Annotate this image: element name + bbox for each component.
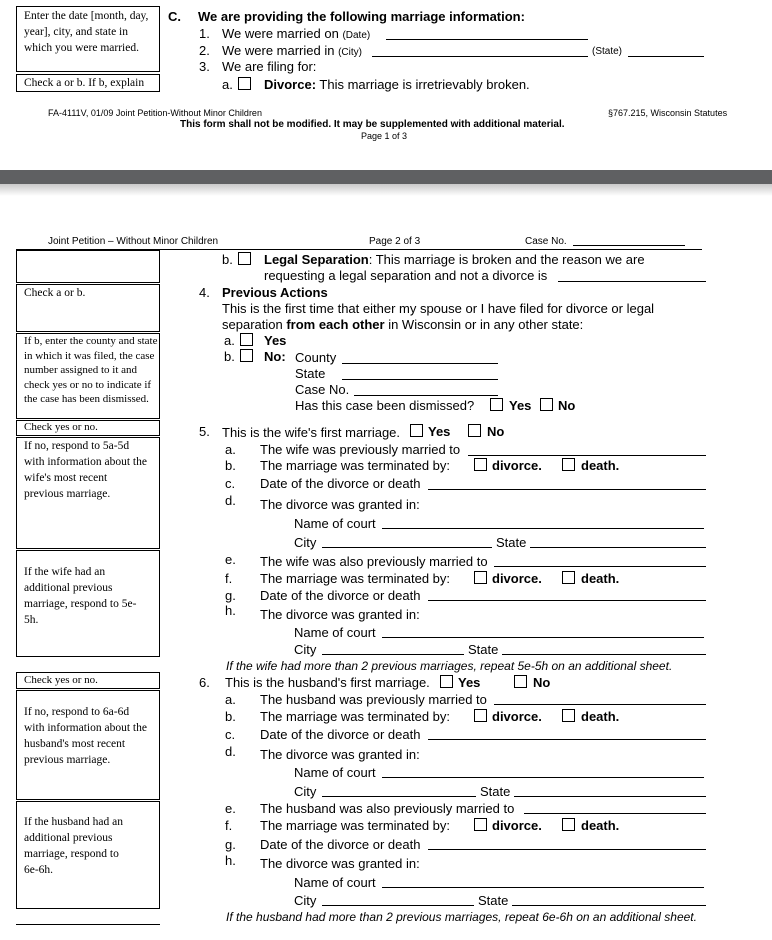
s6d-city-label: City [294,784,317,799]
s5-number: 5. [199,424,210,439]
s5f-death-checkbox[interactable] [562,571,575,584]
s5-title: This is the wife's first marriage. [222,425,401,440]
s5b-divorce-checkbox[interactable] [474,458,487,471]
form-notice: This form shall not be modified. It may be supplemented with additional material. [180,119,565,130]
s5d-city-field[interactable] [322,547,492,548]
s4-no-label: No: [264,349,286,364]
s4-county-field[interactable] [342,363,498,364]
s5b-divorce-label: divorce. [492,458,542,473]
s5h-court-label: Name of court [294,625,376,640]
s6d-court-label: Name of court [294,765,376,780]
side-box-blank [16,250,160,283]
s5a-field[interactable] [468,455,706,456]
s5c-field[interactable] [428,489,706,490]
s5h-text: The divorce was granted in: [260,607,420,622]
s6f-death-checkbox[interactable] [562,818,575,831]
s5f-divorce-checkbox[interactable] [474,571,487,584]
s5g-text: Date of the divorce or death [260,588,421,603]
side-note-date: Enter the date [month, day, year], city, and state in which you were married. [24,10,149,54]
s6b-death-checkbox[interactable] [562,709,575,722]
s5a-text: The wife was previously married to [260,442,461,457]
page2-header-title: Joint Petition – Without Minor Children [48,236,219,247]
s5d-state-label: State [496,535,527,550]
side-note-husband-additional: If the husband had an additional previous marriage, respond to 6e-6h. [24,816,123,876]
s5d-city-label: City [294,535,317,550]
s5e-text: The wife was also previously married to [260,554,488,569]
legal-sep-text: Legal Separation: This marriage is broken and the reason we are [264,252,645,267]
q3-number: 3. [199,59,210,74]
s5d-state-field[interactable] [530,547,706,548]
header-case-field[interactable] [573,245,685,246]
side-bottom-rule [16,924,160,925]
legal-separation-checkbox[interactable] [238,252,251,265]
s5f-text: The marriage was terminated by: [260,571,451,586]
q1-hint: (Date) [342,30,371,41]
s6h-state-label: State [478,893,509,908]
s5a-letter: a. [225,442,236,457]
q3-label: We are filing for: [222,59,317,74]
s5d-text: The divorce was granted in: [260,497,420,512]
side-note-check: Check a or b. If b, explain [24,77,145,89]
s6e-field[interactable] [524,813,706,814]
s6h-text: The divorce was granted in: [260,856,420,871]
s4-case-label: Case No. [295,382,350,397]
q2-state-label: (State) [592,46,623,57]
s6e-text: The husband was also previously married to [260,801,515,816]
s6f-text: The marriage was terminated by: [260,818,451,833]
s6d-city-field[interactable] [322,796,476,797]
legal-sep-reason-field[interactable] [558,281,706,282]
side-note-wife-additional: If the wife had an additional previous marriage, respond to 5e-5h. [24,566,137,626]
s6e-letter: e. [225,801,236,816]
dismissed-no-label: No [558,398,576,413]
s6-no-checkbox[interactable] [514,675,527,688]
s6-yes-checkbox[interactable] [440,675,453,688]
s4-text-2: separation from each other in Wisconsin or in any other state: [222,317,584,332]
s6h-city-field[interactable] [322,905,474,906]
s4-case-field[interactable] [354,395,498,396]
s6b-letter: b. [225,709,236,724]
q2-number: 2. [199,43,210,58]
divorce-option: Divorce: This marriage is irretrievably broken. [264,77,530,92]
page-number-1: Page 1 of 3 [361,131,408,141]
s5h-city-label: City [294,642,317,657]
s5-note: If the wife had more than 2 previous marriages, repeat 5e-5h on an additional sheet. [226,659,673,673]
s5h-court-field[interactable] [382,637,704,638]
s6h-letter: h. [225,853,236,868]
s4-no-checkbox[interactable] [240,349,253,362]
s6f-death-label: death. [581,818,620,833]
s4-state-label: State [295,366,326,381]
s6b-divorce-checkbox[interactable] [474,709,487,722]
s4-state-field[interactable] [342,379,498,380]
dismissed-yes-checkbox[interactable] [490,398,503,411]
s6h-court-field[interactable] [382,887,704,888]
s5h-state-field[interactable] [502,654,706,655]
s5-yes-label: Yes [428,424,451,439]
divorce-checkbox[interactable] [238,77,251,90]
q1-number: 1. [199,26,210,41]
form-id: FA-4111V, 01/09 Joint Petition-Without Minor Children [48,108,262,118]
s5g-field[interactable] [428,600,706,601]
dismissed-no-checkbox[interactable] [540,398,553,411]
s6b-text: The marriage was terminated by: [260,709,451,724]
page2-header-case: Case No. [525,236,567,247]
statute-ref: §767.215, Wisconsin Statutes [608,108,728,118]
s5f-divorce-label: divorce. [492,571,542,586]
q3a-label: a. [222,77,233,92]
side-note-ifno-6: If no, respond to 6a-6d with information about the husband's most recent previous marriage. [24,706,147,766]
s6a-text: The husband was previously married to [260,692,487,707]
marriage-date-field[interactable] [386,39,588,40]
page-break-bar [0,170,772,184]
page-break-shadow [0,184,772,196]
s6d-state-label: State [480,784,511,799]
s5d-court-field[interactable] [382,528,704,529]
side-note-check-yn-5: Check yes or no. [24,421,98,433]
s6g-field[interactable] [428,849,706,850]
s6d-text: The divorce was granted in: [260,747,420,762]
s6c-text: Date of the divorce or death [260,727,421,742]
page2-header-page: Page 2 of 3 [369,236,421,247]
q2-label: We were married in (City) [222,43,362,58]
s6b-death-label: death. [581,709,620,724]
s5h-city-field[interactable] [322,654,464,655]
s6g-text: Date of the divorce or death [260,837,421,852]
s4a-label: a. [224,333,235,348]
s4-title: Previous Actions [222,285,328,300]
marriage-state-field[interactable] [628,56,704,57]
s5g-letter: g. [225,588,236,603]
q1-label: We were married on (Date) [222,26,371,41]
s6-yes-label: Yes [458,675,481,690]
s5c-text: Date of the divorce or death [260,476,421,491]
s5c-letter: c. [225,476,236,491]
s6-note: If the husband had more than 2 previous marriages, repeat 6e-6h on an additional sheet. [226,910,697,924]
side-note-ifno-5: If no, respond to 5a-5d with information about the wife's most recent previous marriage. [24,440,147,500]
side-note-ifb: If b, enter the county and state in which it was filed, the case number assigned to it and check yes or no to indicate if the case has been dismissed. [24,335,158,405]
side-note-check-ab: Check a or b. [24,287,86,299]
s6d-letter: d. [225,744,236,759]
legal-sep-b-label: b. [222,252,233,267]
s6d-court-field[interactable] [382,777,704,778]
s5f-death-label: death. [581,571,620,586]
s6a-field[interactable] [494,704,706,705]
s6h-city-label: City [294,893,317,908]
s6-title: This is the husband's first marriage. [225,675,430,690]
s5e-letter: e. [225,552,236,567]
s5b-death-label: death. [581,458,620,473]
marriage-city-field[interactable] [372,56,588,57]
s4b-label: b. [224,349,235,364]
s5h-state-label: State [468,642,499,657]
s6b-divorce-label: divorce. [492,709,542,724]
s5e-field[interactable] [494,566,706,567]
s5h-letter: h. [225,603,236,618]
s5f-letter: f. [225,571,233,586]
s6h-state-field[interactable] [512,905,706,906]
s6h-court-label: Name of court [294,875,376,890]
s4-county-label: County [295,350,337,365]
s4-yes-label: Yes [264,333,287,348]
s5b-letter: b. [225,458,236,473]
legal-sep-text-2: requesting a legal separation and not a divorce is [264,268,548,283]
s6g-letter: g. [225,837,236,852]
s6-number: 6. [199,675,210,690]
s5-yes-checkbox[interactable] [410,424,423,437]
s4-dismissed-label: Has this case been dismissed? [295,398,475,413]
s6d-state-field[interactable] [514,796,706,797]
s5-no-label: No [487,424,505,439]
s6c-letter: c. [225,727,236,742]
s5b-text: The marriage was terminated by: [260,458,451,473]
s4-number: 4. [199,285,210,300]
dismissed-yes-label: Yes [509,398,532,413]
s4-yes-checkbox[interactable] [240,333,253,346]
side-note-check-yn-6: Check yes or no. [24,674,98,686]
s6f-divorce-label: divorce. [492,818,542,833]
s6a-letter: a. [225,692,236,707]
s6f-divorce-checkbox[interactable] [474,818,487,831]
s6f-letter: f. [225,818,233,833]
section-c-heading: We are providing the following marriage information: [198,9,525,24]
s5b-death-checkbox[interactable] [562,458,575,471]
s6-no-label: No [533,675,551,690]
s6c-field[interactable] [428,739,706,740]
q2-hint: (City) [338,47,362,58]
section-c-label: C. [168,9,181,24]
s5-no-checkbox[interactable] [468,424,481,437]
s4-text-1: This is the first time that either my spouse or I have filed for divorce or legal [222,301,655,316]
s5d-letter: d. [225,493,236,508]
s5d-court-label: Name of court [294,516,376,531]
